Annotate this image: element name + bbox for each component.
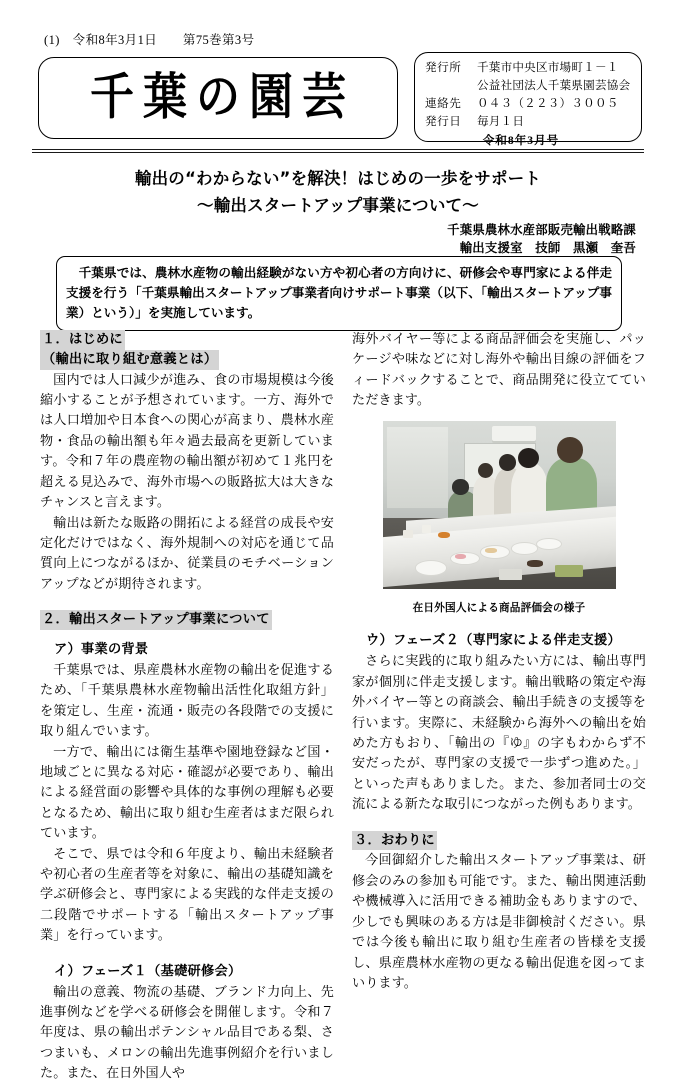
photo-food-item [527, 560, 543, 567]
publisher-value: 千葉市中央区市場町１－１ [477, 61, 619, 74]
header-divider [32, 149, 644, 153]
spacer [40, 595, 334, 610]
byline-author: 輸出支援室 技師 黒瀬 奎吾 [459, 239, 636, 255]
publisher-row [425, 59, 633, 77]
issue-month: 令和8年3月号 [482, 133, 560, 147]
masthead-title: 千葉の園芸 [90, 68, 355, 126]
photo-plate [415, 560, 447, 575]
spacer [40, 631, 334, 640]
publisher-row [425, 113, 633, 131]
subsection-u-paragraph-1: さらに実践的に取り組みたい方には、輸出専門家が個別に伴走支援します。輸出戦略の策定や海外バイヤー等との商談会、輸出手続きの支援等を行います。実際に、未経験から海外への輸出を始めた方もおり、「輸出の『ゆ』の字もわからず不安だったが、専門家の支援で一歩ずつ進めた。」といった声もありました。また、参加者同士の交流による新たな取引につながった例もあります。 [352, 654, 646, 813]
subsection-a-paragraph-2: 一方で、輸出には衛生基準や園地登録など国・地域ごとに異なる対応・確認が必要であり、輸出による経営面の影響や具体的な事例の理解も必要となるため、輸出に取り組む生産者はまだ限られています。 [40, 744, 334, 842]
photo-figure [352, 421, 646, 617]
section-3-heading-text: ３．おわりに [352, 831, 437, 851]
product-evaluation-photo [383, 421, 616, 589]
publisher-info-box [414, 52, 642, 147]
publisher-phone: ０４３（２２３）３００５ [477, 96, 619, 110]
photo-air-conditioner [492, 426, 536, 441]
photo-plate [511, 542, 539, 555]
section-1-heading [40, 330, 334, 370]
section-1-heading-line2: （輸出に取り組む意義とは） [40, 350, 219, 370]
subsection-u-heading: ウ）フェーズ２（専門家による伴走支援） [366, 633, 621, 649]
spacer [40, 947, 334, 962]
lead-text: 千葉県では、農林水産物の輸出経験がない方や初心者の方向けに、研修会や専門家による伴走支援を行う「千葉県輸出スタートアップ事業者向けサポート事業（以下、「輸出スタートアップ事業）という）」を実施しています。 [66, 265, 612, 320]
photo-food-item [438, 532, 450, 539]
photo-person-head [518, 448, 539, 468]
photo-cup [403, 530, 412, 538]
section-3-heading [352, 831, 646, 851]
publisher-value: 公益社団法人千葉県園芸協会 [477, 78, 631, 92]
publisher-label: 連絡先 [425, 96, 462, 110]
article-title-line2: ～輸出スタートアップ事業について～ [197, 195, 479, 215]
spacer [352, 816, 646, 831]
byline [447, 221, 636, 256]
subsection-a-heading: ア）事業の背景 [54, 642, 149, 658]
section-2-heading-text: ２．輸出スタートアップ事業について [40, 610, 272, 630]
photo-caption: 在日外国人による商品評価会の様子 [412, 601, 586, 614]
photo-cup [422, 525, 431, 533]
lead-summary-box [56, 256, 622, 331]
byline-org: 千葉県農林水産部販売輸出戦略課 [447, 222, 636, 237]
publisher-row [425, 77, 633, 95]
publisher-label: 発行所 [425, 61, 462, 74]
section-3-paragraph-1: 今回御紹介した輸出スタートアップ事業は、研修会のみの参加も可能です。また、輸出関連活動や機械導入に活用できる補助金もありますので、少しでも興味のある方は是非御検討ください。県では今後も輸出に取り組む生産者の皆様を支援し、県産農林水産物の更なる輸出促進を図ってまいります。 [352, 853, 646, 991]
section-1-paragraph-2: 輸出は新たな販路の開拓による経営の成長や安定化だけではなく、海外規制への対応を通じて品質向上につながるほか、従業員のモチベーションアップなどが期待されます。 [40, 515, 334, 592]
photo-food-item [499, 569, 522, 581]
subsection-a-paragraph-1: 千葉県では、県産農林水産物の輸出を促進するため、「千葉県農林水産物輸出活性化取組方針」を策定し、生産・流通・販売の各段階での支援に取り組んでいます。 [40, 662, 334, 740]
article-title [0, 166, 676, 219]
publisher-label: 発行日 [425, 114, 462, 128]
photo-person-head [478, 463, 493, 478]
photo-food-item [555, 565, 583, 577]
subsection-i-paragraph-1: 輸出の意義、物流の基礎、ブランド力向上、先進事例などを学べる研修会を開催します。令和７年度は、県の輸出ポテンシャル品目である梨、さつまいも、メロンの輸出先進事例紹介を行いました。また、在日外国人や [40, 984, 334, 1082]
continuation-paragraph: 海外バイヤー等による商品評価会を実施し、パッケージや味などに対し海外や輸出目線の評価をフィードバックすることで、商品開発に役立てていただきます。 [352, 332, 646, 409]
photo-food-item [485, 548, 497, 553]
article-title-line1: 輸出の“わからない”を解決！はじめの一歩をサポート [134, 169, 542, 188]
masthead-box [38, 57, 398, 139]
right-column [352, 330, 646, 994]
subsection-i-heading: イ）フェーズ１（基礎研修会） [54, 963, 242, 979]
photo-person-head [452, 479, 468, 494]
left-column [40, 330, 334, 1085]
photo-person-head [557, 437, 583, 462]
section-1-heading-line1: １．はじめに [40, 330, 125, 350]
spacer [352, 616, 646, 631]
subsection-a-paragraph-3: そこで、県では令和６年度より、輸出未経験者や初心者の生産者等を対象に、輸出の基礎知識を学ぶ研修会と、専門家による実践的な伴走支援の二段階でサポートする「輸出スタートアップ事業」を行っています。 [40, 846, 334, 944]
section-2-heading [40, 610, 334, 630]
photo-projection-screen [387, 427, 448, 508]
issue-line: (1) 令和8年3月1日 第75巻第3号 [44, 33, 255, 47]
section-1-paragraph-1: 国内では人口減少が進み、食の市場規模は今後縮小することが予想されています。一方、海外では人口増加や日本食への関心が高まり、農林水産物・食品の輸出額も年々過去最高を更新しています。令和７年の農産物の輸出額が初めて１兆円を超える見込みで、海外市場への販路拡大は大きなチャンスと言えます。 [40, 372, 334, 511]
publisher-row [425, 95, 633, 113]
publisher-value: 毎月１日 [477, 114, 525, 128]
